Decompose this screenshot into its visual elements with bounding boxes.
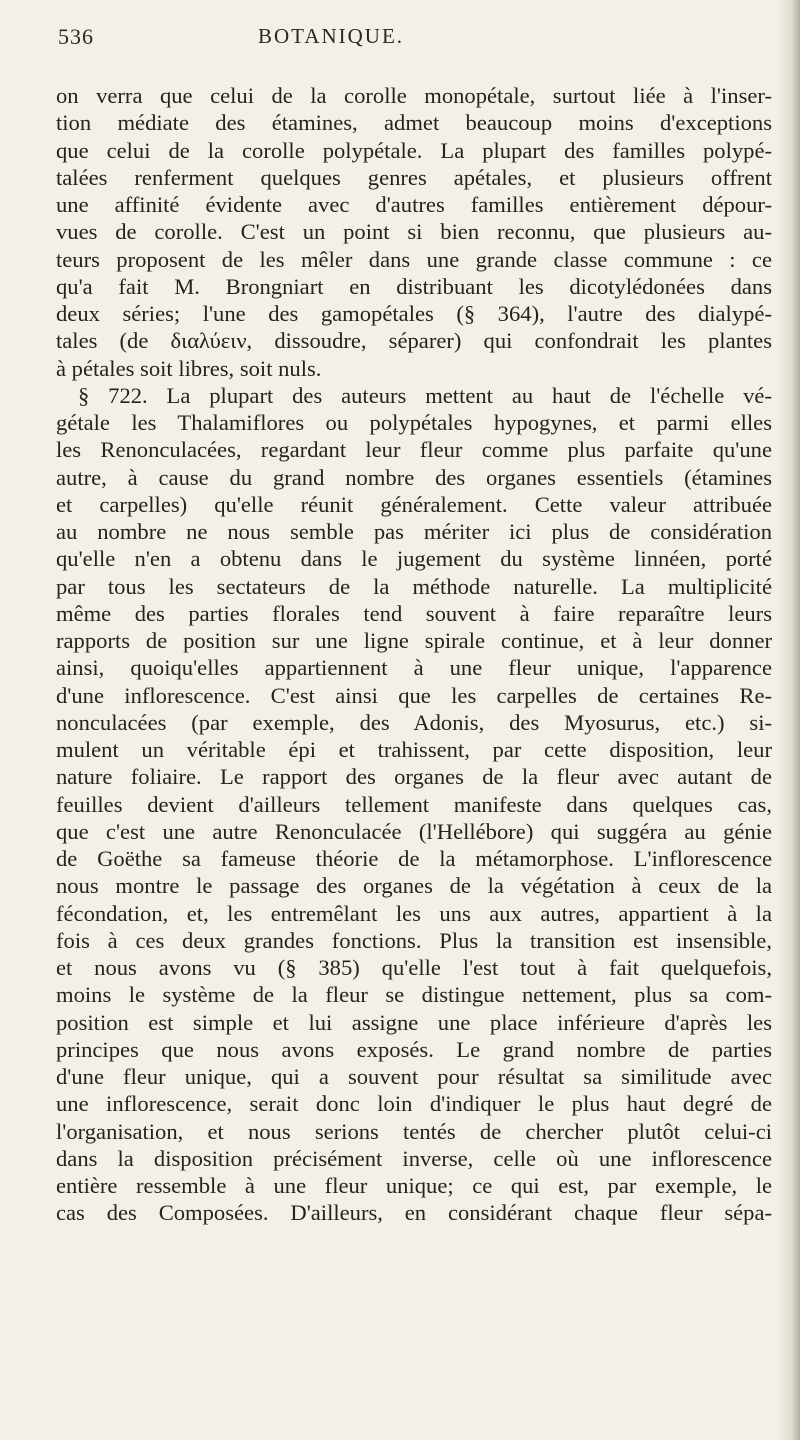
text-line: nature foliaire. Le rapport des organes de la fleur avec autant de xyxy=(56,764,772,790)
text-line: dans la disposition précisément inverse, celle où une inflorescence xyxy=(56,1145,772,1171)
text-line: fécondation, et, les entremêlant les uns aux autres, appartient à la xyxy=(56,900,772,926)
running-head: BOTANIQUE. xyxy=(258,24,405,48)
text-line: gétale les Thalamiflores ou polypétales hypogynes, et parmi elles xyxy=(56,410,772,435)
text-line: nous montre le passage des organes de la végétation à ceux de la xyxy=(56,873,772,899)
text-line: fois à ces deux grandes fonctions. Plus la transition est insensible, xyxy=(56,927,772,953)
page-edge-shadow xyxy=(778,0,800,1440)
text-line: que c'est une autre Renonculacée (l'Hellébore) qui suggéra au génie xyxy=(56,818,772,844)
text-line: au nombre ne nous semble pas mériter ici plus de considération xyxy=(56,519,772,544)
page-header xyxy=(58,18,758,58)
text-line: mulent un véritable épi et trahissent, par cette disposition, leur xyxy=(56,737,772,762)
text-line: qu'elle n'en a obtenu dans le jugement du système linnéen, porté xyxy=(56,546,772,572)
text-line: teurs proposent de les mêler dans une grande classe commune : ce xyxy=(56,246,772,272)
text-line: de Goëthe sa fameuse théorie de la métamorphose. L'inflorescence xyxy=(56,846,772,871)
text-line: ainsi, quoiqu'elles appartiennent à une fleur unique, l'apparence xyxy=(56,655,772,681)
paragraph-start-line: § 722. La plupart des auteurs mettent au haut de l'échelle vé- xyxy=(78,382,772,408)
text-line: tion médiate des étamines, admet beaucoup moins d'exceptions xyxy=(56,110,772,136)
text-line: tales (de διαλύειν, dissoudre, séparer) qui confondrait les plantes xyxy=(56,328,772,354)
text-line: on verra que celui de la corolle monopétale, surtout liée à l'inser- xyxy=(56,83,772,108)
text-line: et nous avons vu (§ 385) qu'elle l'est tout à fait quelquefois, xyxy=(56,955,772,980)
text-line: à pétales soit libres, soit nuls. xyxy=(56,355,322,381)
text-line: moins le système de la fleur se distingue nettement, plus sa com- xyxy=(56,982,772,1008)
text-line: l'organisation, et nous serions tentés de chercher plutôt celui-ci xyxy=(56,1118,772,1144)
text-line: les Renonculacées, regardant leur fleur comme plus parfaite qu'une xyxy=(56,437,772,463)
text-line: entière ressemble à une fleur unique; ce qui est, par exemple, le xyxy=(56,1173,772,1198)
text-line: autre, à cause du grand nombre des organes essentiels (étamines xyxy=(56,464,772,490)
text-line: nonculacées (par exemple, des Adonis, des Myosurus, etc.) si- xyxy=(56,709,772,735)
body-text xyxy=(56,82,772,1227)
text-line: feuilles devient d'ailleurs tellement manifeste dans quelques cas, xyxy=(56,791,772,817)
text-line: qu'a fait M. Brongniart en distribuant les dicotylédonées dans xyxy=(56,273,772,299)
text-line: cas des Composées. D'ailleurs, en considérant chaque fleur sépa- xyxy=(56,1200,772,1226)
text-line: par tous les sectateurs de la méthode naturelle. La multiplicité xyxy=(56,573,772,599)
page-number: 536 xyxy=(58,24,94,49)
text-line: une inflorescence, serait donc loin d'indiquer le plus haut degré de xyxy=(56,1091,772,1117)
text-line: principes que nous avons exposés. Le grand nombre de parties xyxy=(56,1036,772,1062)
text-line: rapports de position sur une ligne spirale continue, et à leur donner xyxy=(56,628,772,653)
text-line: que celui de la corolle polypétale. La plupart des familles polypé- xyxy=(56,137,772,163)
text-line: deux séries; l'une des gamopétales (§ 364), l'autre des dialypé- xyxy=(56,301,772,326)
text-line: et carpelles) qu'elle réunit généralement. Cette valeur attribuée xyxy=(56,491,772,517)
text-line: talées renferment quelques genres apétales, et plusieurs offrent xyxy=(56,164,772,190)
text-line: une affinité évidente avec d'autres familles entièrement dépour- xyxy=(56,192,772,217)
text-line: vues de corolle. C'est un point si bien reconnu, que plusieurs au- xyxy=(56,219,772,245)
text-line: même des parties florales tend souvent à faire reparaître leurs xyxy=(56,600,772,626)
text-line: d'une inflorescence. C'est ainsi que les carpelles de certaines Re- xyxy=(56,682,772,708)
text-line: d'une fleur unique, qui a souvent pour résultat sa similitude avec xyxy=(56,1064,772,1089)
text-line: position est simple et lui assigne une place inférieure d'après les xyxy=(56,1009,772,1035)
